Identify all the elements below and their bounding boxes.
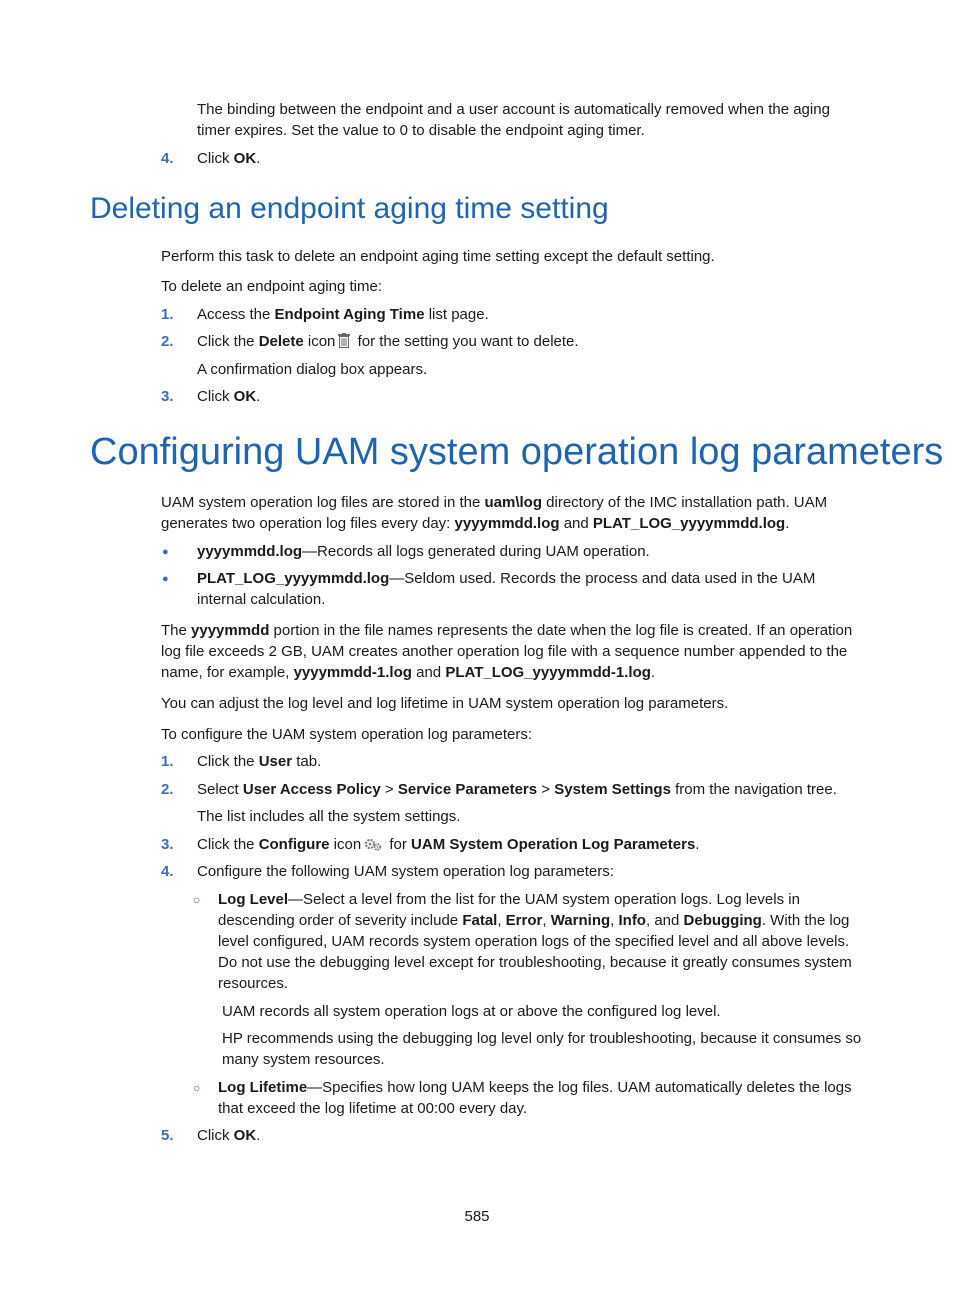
section-intro: Perform this task to delete an endpoint aging time setting except the default setting. xyxy=(161,248,715,265)
step-text: Select User Access Policy > Service Parameters > System Settings from the navigation tree. xyxy=(197,781,837,798)
step-note: A confirmation dialog box appears. xyxy=(197,361,428,378)
step-number: 5. xyxy=(161,1127,174,1144)
sub-bullet-icon: ○ xyxy=(193,1081,201,1095)
step-number: 1. xyxy=(161,306,174,323)
step-text: Access the Endpoint Aging Time list page. xyxy=(197,306,489,323)
bullet-icon: ● xyxy=(162,573,169,585)
step-number: 2. xyxy=(161,781,174,798)
step-number: 4. xyxy=(161,150,174,167)
page-number: 585 xyxy=(464,1208,490,1225)
gears-icon xyxy=(364,836,382,857)
step-number: 2. xyxy=(161,333,174,350)
sub-bullet-item: Log Lifetime—Specifies how long UAM keeps the log files. UAM automatically deletes the logs that exceed the log lifetime at 00:00 every day. xyxy=(218,1079,852,1117)
step-text: Configure the following UAM system operation log parameters: xyxy=(197,863,614,880)
paragraph: UAM system operation log files are stored in the uam\log directory of the IMC installation path. UAM generates two operation log files every day: yyyymmdd.log and PLAT_LOG_yyyymmdd.log. xyxy=(161,494,828,532)
intro-paragraph: The binding between the endpoint and a user account is automatically removed when the aging timer expires. Set the value to 0 to disable the endpoint aging timer. xyxy=(197,101,830,139)
step-text: Click the User tab. xyxy=(197,753,322,770)
sub-note: UAM records all system operation logs at or above the configured log level. xyxy=(222,1003,721,1020)
step-number: 4. xyxy=(161,863,174,880)
trash-icon xyxy=(338,333,350,354)
chapter-heading: Configuring UAM system operation log parameters xyxy=(90,431,944,473)
sub-bullet-icon: ○ xyxy=(193,893,201,907)
paragraph: You can adjust the log level and log lifetime in UAM system operation log parameters. xyxy=(161,695,729,712)
step-text: Click OK. xyxy=(197,388,261,405)
sub-note: HP recommends using the debugging log level only for troubleshooting, because it consumes so many system resources. xyxy=(222,1030,862,1068)
sub-bullet-item: Log Level—Select a level from the list for the UAM system operation logs. Log levels in descending order of severity include Fatal, Error, Warning, Info, and Debugging. With the log level configured, UAM records system operation logs of the specified level and all above levels. Do not use the debugging level except for troubleshooting, because it greatly consumes system resources. xyxy=(218,891,852,992)
step-text: Click the Delete icon for the setting you want to delete. xyxy=(197,331,863,354)
paragraph: The yyyymmdd portion in the file names represents the date when the log file is created. If an operation log file exceeds 2 GB, UAM creates another operation log file with a sequence number appended to the name, for example, yyyymmdd-1.log and PLAT_LOG_yyyymmdd-1.log. xyxy=(161,622,853,681)
bullet-icon: ● xyxy=(162,546,169,558)
step-number: 1. xyxy=(161,753,174,770)
step-number: 3. xyxy=(161,388,174,405)
step-text: Click OK. xyxy=(197,150,261,167)
bullet-item: yyyymmdd.log—Records all logs generated during UAM operation. xyxy=(197,543,650,560)
section-heading: Deleting an endpoint aging time setting xyxy=(90,192,609,225)
step-text: Click the Configure icon for UAM System Operation Log Parameters. xyxy=(197,834,863,857)
step-note: The list includes all the system settings. xyxy=(197,808,461,825)
bullet-item: PLAT_LOG_yyyymmdd.log—Seldom used. Records the process and data used in the UAM internal calculation. xyxy=(197,570,816,608)
step-text: Click OK. xyxy=(197,1127,261,1144)
step-number: 3. xyxy=(161,836,174,853)
procedure-lead: To delete an endpoint aging time: xyxy=(161,278,382,295)
procedure-lead: To configure the UAM system operation log parameters: xyxy=(161,726,533,743)
